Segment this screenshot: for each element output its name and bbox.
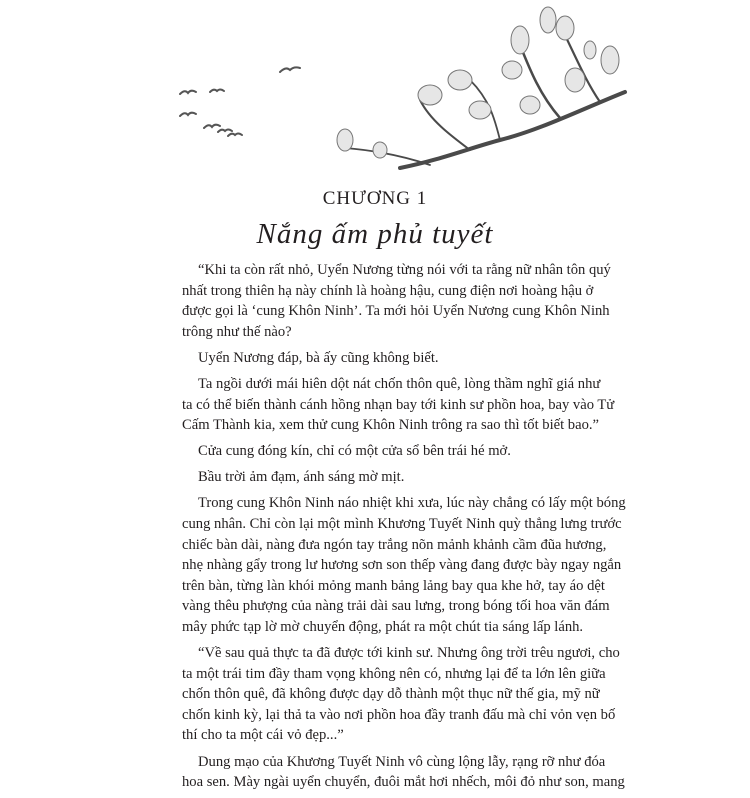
magnolia-flowers	[337, 7, 619, 158]
text-line: Cấm Thành kia, xem thử cung Khôn Ninh trông ra sao thì tốt biết bao.”	[182, 417, 599, 434]
text-line: mây phức tạp lờ mờ chuyển động, phát ra một chút tia sáng lấp lánh.	[182, 619, 584, 635]
paragraph	[182, 260, 611, 342]
text-line: nhẹ nhàng gẩy trong lư hương sơn son thếp vàng đang được bày ngay ngắn	[182, 557, 622, 574]
chapter-title: Nắng ấm phủ tuyết	[256, 218, 494, 250]
text-line: được gọi là ‘cung Khôn Ninh’. Ta mới hỏi Uyển Nương cung Khôn Ninh	[182, 303, 610, 320]
text-line: nhất trong thiên hạ này chính là hoàng hậu, cung điện nơi hoàng hậu ở	[182, 282, 594, 299]
chapter-body-text	[182, 260, 626, 798]
text-line: hoa sen. Mày ngài uyển chuyển, đuôi mắt hơi nhếch, môi đỏ như son, mang	[182, 774, 625, 791]
bird-icons	[180, 67, 300, 136]
text-line: Cửa cung đóng kín, chỉ có một cửa sổ bên trái hé mở.	[198, 443, 511, 460]
text-line: Uyển Nương đáp, bà ấy cũng không biết.	[198, 349, 439, 366]
chapter-label: CHƯƠNG 1	[322, 188, 428, 209]
text-line: “Về sau quả thực ta đã được tới kinh sư. Nhưng ông trời trêu ngươi, cho	[198, 645, 620, 662]
paragraph	[182, 374, 615, 436]
text-line: thí cho ta một cái vỏ đẹp...”	[182, 727, 344, 744]
text-line: vàng thêu phượng của nàng trải dài sau lưng, trong bóng tối hoa văn đám	[182, 598, 610, 615]
paragraph	[182, 348, 559, 369]
paragraph	[182, 441, 559, 462]
text-line: ta một trái tim đầy tham vọng không nên có, nhưng lại để ta lớn lên giữa	[182, 665, 606, 682]
branch	[345, 25, 625, 168]
text-line: Ta ngồi dưới mái hiên dột nát chốn thôn quê, lòng thầm nghĩ giá như	[198, 375, 601, 392]
text-line: chiếc bàn dài, nàng đưa ngón tay trắng nõn mảnh khảnh cầm đũa hương,	[182, 536, 607, 553]
paragraph	[182, 752, 625, 793]
text-line: Dung mạo của Khương Tuyết Ninh vô cùng lộng lẫy, rạng rỡ như đóa	[198, 753, 606, 770]
magnolia-branch-illustration	[0, 0, 750, 180]
text-line: ta có thể biến thành cánh hồng nhạn bay tới kinh sư phồn hoa, bay vào Tử	[182, 396, 615, 413]
text-line: chốn kinh kỳ, lại thả ta vào nơi phồn hoa đầy tranh đấu mà chỉ vỏn vẹn bố	[182, 706, 616, 723]
paragraph	[182, 643, 620, 746]
text-line: cung nhân. Chỉ còn lại một mình Khương Tuyết Ninh quỳ thẳng lưng trước	[182, 516, 622, 533]
text-line: trông như thế nào?	[182, 323, 292, 340]
text-line: trên bàn, từng làn khói mỏng manh bảng lảng bay qua khe hở, tay áo dệt	[182, 577, 605, 594]
paragraph	[182, 493, 626, 637]
text-line: Trong cung Khôn Ninh náo nhiệt khi xưa, lúc này chẳng có lấy một bóng	[198, 495, 626, 512]
text-line: chốn thôn quê, đã không được dạy dỗ thành một thục nữ thế gia, mỹ nữ	[182, 686, 600, 703]
paragraph	[182, 467, 559, 488]
text-line: Bầu trời ảm đạm, ánh sáng mờ mịt.	[198, 469, 405, 486]
text-line: “Khi ta còn rất nhỏ, Uyển Nương từng nói với ta rằng nữ nhân tôn quý	[198, 262, 611, 278]
